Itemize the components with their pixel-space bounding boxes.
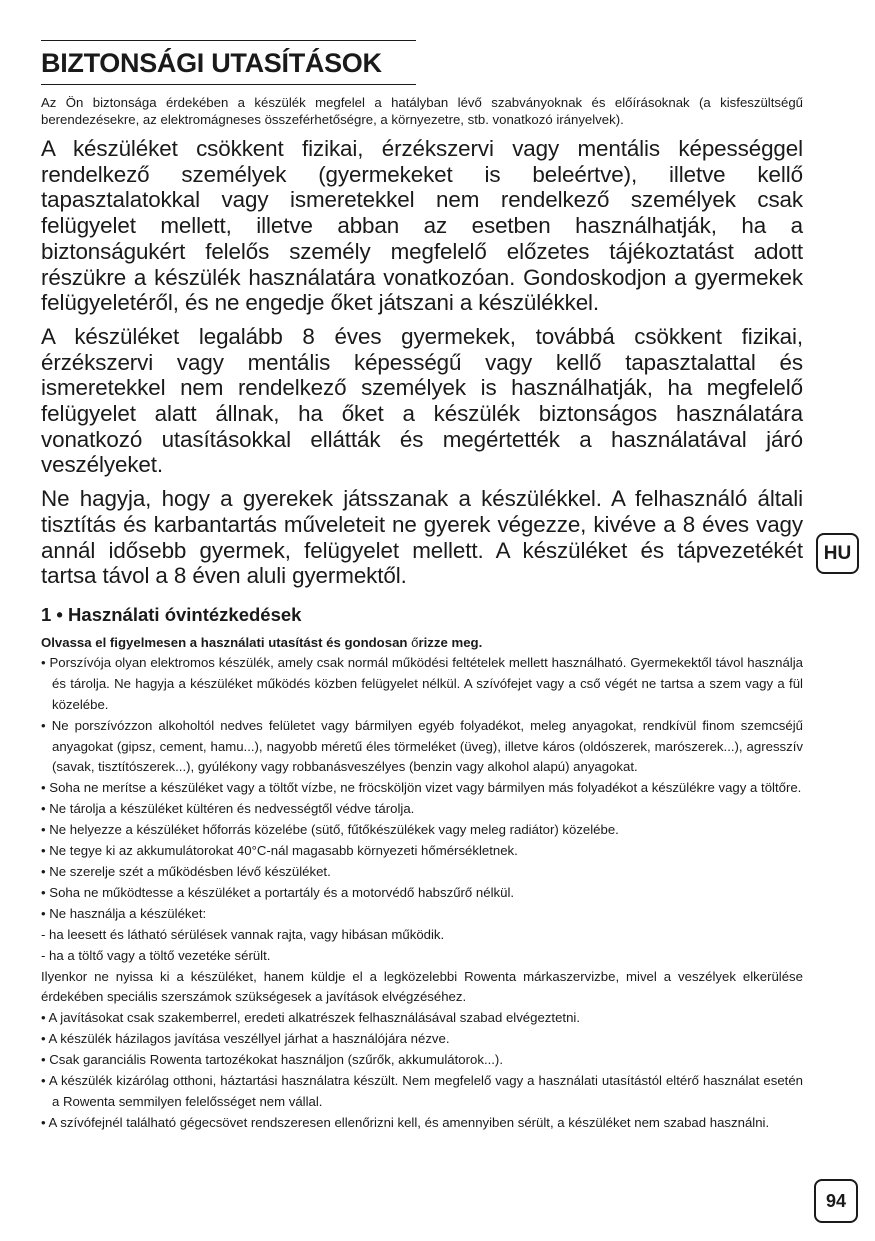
title-top-rule: [41, 40, 416, 41]
list-item: • Csak garanciális Rowenta tartozékokat használjon (szűrők, akkumulátorok...).: [41, 1052, 503, 1068]
list-item: • Soha ne merítse a készüléket vagy a töltőt vízbe, ne fröcsköljön vizet vagy bármilyen más folyadékot a készülékre vagy a töltőre.: [41, 780, 802, 796]
list-item: • Ne tegye ki az akkumulátorokat 40°C-nál magasabb környezeti hőmérsékletnek.: [41, 843, 518, 859]
list-item: • Ne szerelje szét a működésben lévő készüléket.: [41, 864, 331, 880]
page-number-badge: 94: [814, 1179, 858, 1223]
list-item: • A készülék házilagos javítása veszéllyel járhat a használójára nézve.: [41, 1031, 450, 1047]
list-item: • Ne tárolja a készüléket kültéren és nedvességtől védve tárolja.: [41, 801, 415, 817]
list-item: • Ne helyezze a készüléket hőforrás közelébe (sütő, fűtőkészülékek vagy meleg radiátor) közelébe.: [41, 822, 619, 838]
precautions-list-b: [41, 1008, 803, 1133]
language-badge: HU: [816, 533, 859, 574]
list-item: • A szívófejnél található gégecsövet rendszeresen ellenőrizni kell, és amennyiben sérült, a készüléket nem szabad használni.: [41, 1114, 770, 1130]
list-item: • Ne porszívózzon alkoholtól nedves felületet vagy bármilyen egyéb folyadékot, meleg anyagokat, rendkívül finom szemcséjű anyagokat (gipsz, cement, hamu...), nagyobb méretű éles törmeléket (üveg), illetve káros (oldószerek, marószerek...), agresszív (savak, tisztítószerek...), gyúlékony vagy robbanásveszélyes (benzin vagy alkohol alapú) anyagokat.: [41, 717, 803, 775]
page-title: BIZTONSÁGI UTASÍTÁSOK: [41, 46, 416, 85]
section-lead: [41, 633, 803, 653]
intro-paragraph: Az Ön biztonsága érdekében a készülék megfelel a hatályban lévő szabványoknak és előírásoknak (a kisfeszültségű berendezésekre, az elektromágneses összeférhetőségre, a környezetre, stb. vonatkozó irányelvek).: [41, 95, 803, 127]
section-lead-end: rizze meg.: [418, 634, 483, 650]
list-item: - ha leesett és látható sérülések vannak rajta, vagy hibásan működik.: [41, 926, 445, 942]
section-title: 1 • Használati óvintézkedések: [41, 603, 302, 625]
list-item: • Soha ne működtesse a készüléket a portartály és a motorvédő habszűrő nélkül.: [41, 884, 515, 900]
document-page: [41, 40, 803, 1134]
repair-paragraph: Ilyenkor ne nyissa ki a készüléket, hanem küldje el a legközelebbi Rowenta márkaszervizbe, mivel a veszélyek elkerülése érdekében speciális szerszámok szükségesek a javítások elvégzéséhez.: [41, 968, 803, 1005]
list-item: • Porszívója olyan elektromos készülék, amely csak normál működési feltételek mellett használható. Gyermekektől távol használja és tárolja. Ne hagyja a készüléket működés közben felügyelet nélkül. A szívófejet vagy a cső végét ne tartsa a szem vagy a fül közelébe.: [41, 654, 803, 712]
warning-paragraph-2: A készüléket legalább 8 éves gyermekek, továbbá csökkent fizikai, érzékszervi vagy mentális képességű vagy kellő tapasztalattal és ismeretekkel nem rendelkező személyek is használhatják, ha megfelelő felügyelet alatt állnak, ha őket a készülék biztonságos használatára vonatkozó utasításokkal ellátták és megértették a használatával járó veszélyeket.: [41, 323, 803, 478]
warning-paragraph-1: A készüléket csökkent fizikai, érzékszervi vagy mentális képességgel rendelkező személyek (gyermekeket is beleértve), illetve kellő tapasztalatokkal vagy ismeretekkel nem rendelkező személyek csak felügyelet mellett, illetve abban az esetben használhatják, ha a biztonságukért felelős személy megfelelő előzetes tájékoztatást adott részükre a készülék használatára vonatkozóan. Gondoskodjon a gyermekek felügyeletéről, és ne engedje őket játszani a készülékkel.: [41, 136, 803, 316]
list-item: - ha a töltő vagy a töltő vezetéke sérült.: [41, 947, 271, 963]
list-item: • A készülék kizárólag otthoni, háztartási használatra készült. Nem megfelelő vagy a használati utasítástól eltérő használat esetén a Rowenta semmilyen felelősséget nem vállal.: [41, 1073, 803, 1109]
section-lead-soft: ő: [411, 634, 419, 650]
precautions-list-a: [41, 653, 803, 967]
list-item: • Ne használja a készüléket:: [41, 905, 207, 921]
list-item: • A javításokat csak szakemberrel, eredeti alkatrészek felhasználásával szabad elvégeztetni.: [41, 1010, 580, 1026]
section-lead-bold: Olvassa el figyelmesen a használati utasítást és gondosan: [41, 634, 412, 650]
warning-paragraph-3: Ne hagyja, hogy a gyerekek játsszanak a készülékkel. A felhasználó általi tisztítás és karbantartás műveleteit ne gyerek végezze, kivéve a 8 éves vagy annál idősebb gyermek, felügyelet mellett. A készüléket és tápvezetékét tartsa távol a 8 éven aluli gyermektől.: [41, 486, 803, 589]
